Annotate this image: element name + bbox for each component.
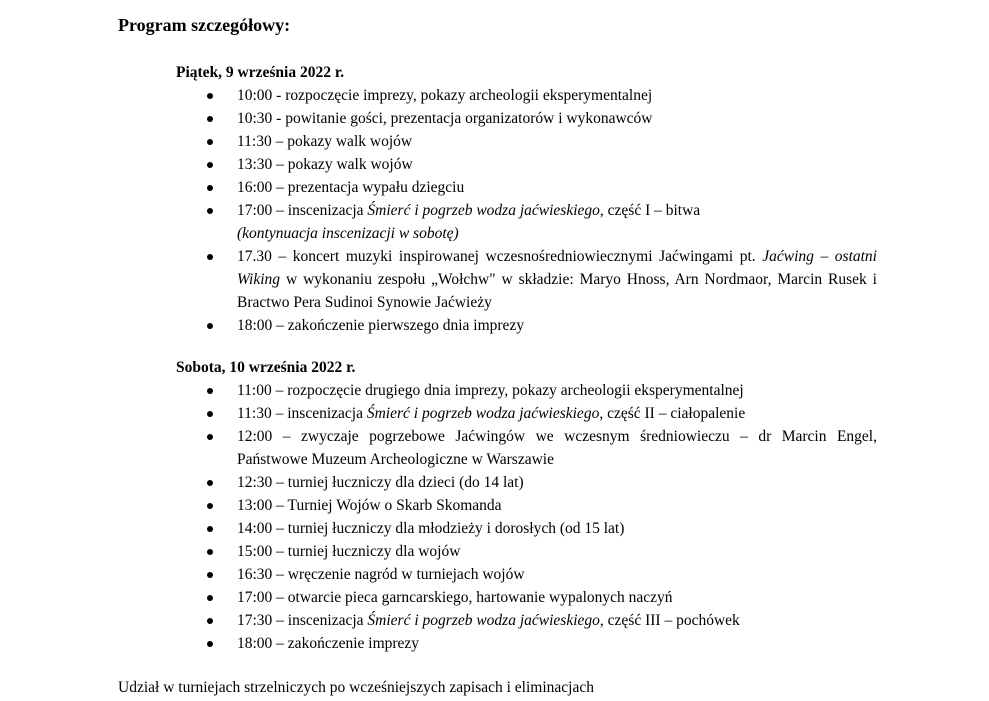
footer-note: Udział w turniejach strzelniczych po wcześniejszych zapisach i eliminacjach xyxy=(118,679,594,696)
bullet-icon xyxy=(207,526,213,532)
list-item: 11:30 – inscenizacja Śmierć i pogrzeb wodza jaćwieskiego, część II – ciałopalenie xyxy=(0,402,877,425)
list-item: 14:00 – turniej łuczniczy dla młodzieży i dorosłych (od 15 lat) xyxy=(0,517,877,540)
list-item: 12:30 – turniej łuczniczy dla dzieci (do 14 lat) xyxy=(0,471,877,494)
event-title: Śmierć i pogrzeb wodza jaćwieskiego xyxy=(366,405,600,422)
bullet-icon xyxy=(207,549,213,555)
list-item: 18:00 – zakończenie imprezy xyxy=(0,632,877,655)
bullet-icon xyxy=(207,434,213,440)
bullet-icon xyxy=(207,208,213,214)
list-item: 17:00 – inscenizacja Śmierć i pogrzeb wodza jaćwieskiego, część I – bitwa (kontynuacja inscenizacji w sobotę) xyxy=(0,199,877,245)
list-item: 10:30 - powitanie gości, prezentacja organizatorów i wykonawców xyxy=(0,107,877,130)
bullet-icon xyxy=(207,185,213,191)
event-title: Jaćwing – ostatni Wiking xyxy=(237,248,877,288)
list-item: 13:00 – Turniej Wojów o Skarb Skomanda xyxy=(0,494,877,517)
bullet-icon xyxy=(207,572,213,578)
item-note: (kontynuacja inscenizacji w sobotę) xyxy=(237,225,459,242)
day-heading-friday: Piątek, 9 września 2022 r. xyxy=(176,64,345,81)
bullet-icon xyxy=(207,139,213,145)
list-item: 18:00 – zakończenie pierwszego dnia imprezy xyxy=(0,314,877,337)
bullet-icon xyxy=(207,411,213,417)
bullet-icon xyxy=(207,503,213,509)
bullet-icon xyxy=(207,618,213,624)
list-item: 17:00 – otwarcie pieca garncarskiego, hartowanie wypalonych naczyń xyxy=(0,586,877,609)
bullet-icon xyxy=(207,595,213,601)
bullet-icon xyxy=(207,480,213,486)
bullet-icon xyxy=(207,388,213,394)
bullet-icon xyxy=(207,93,213,99)
bullet-icon xyxy=(207,162,213,168)
list-item: 13:30 – pokazy walk wojów xyxy=(0,153,877,176)
day-heading-saturday: Sobota, 10 września 2022 r. xyxy=(176,359,356,376)
list-item: 15:00 – turniej łuczniczy dla wojów xyxy=(0,540,877,563)
event-title: Śmierć i pogrzeb wodza jaćwieskiego xyxy=(367,202,600,219)
list-item: 11:30 – pokazy walk wojów xyxy=(0,130,877,153)
bullet-icon xyxy=(207,116,213,122)
page-title: Program szczegółowy: xyxy=(118,15,291,35)
list-item: 17.30 – koncert muzyki inspirowanej wczesnośredniowiecznymi Jaćwingami pt. Jaćwing – ostatni Wiking w wykonaniu zespołu „Wołchw" w składzie: Maryo Hnoss, Arn Nordmaor, Marcin Rusek i Bractwo Pera Sudinoi Synowie Jaćwieży xyxy=(0,245,877,314)
list-item: 12:00 – zwyczaje pogrzebowe Jaćwingów we wczesnym średniowieczu – dr Marcin Engel, Państwowe Muzeum Archeologiczne w Warszawie xyxy=(0,425,877,471)
bullet-icon xyxy=(207,641,213,647)
saturday-schedule-list xyxy=(0,379,877,655)
friday-schedule-list xyxy=(0,84,877,337)
list-item: 16:30 – wręczenie nagród w turniejach wojów xyxy=(0,563,877,586)
list-item: 11:00 – rozpoczęcie drugiego dnia imprezy, pokazy archeologii eksperymentalnej xyxy=(0,379,877,402)
event-title: Śmierć i pogrzeb wodza jaćwieskiego xyxy=(367,612,600,629)
list-item: 16:00 – prezentacja wypału dziegciu xyxy=(0,176,877,199)
list-item: 10:00 - rozpoczęcie imprezy, pokazy archeologii eksperymentalnej xyxy=(0,84,877,107)
list-item: 17:30 – inscenizacja Śmierć i pogrzeb wodza jaćwieskiego, część III – pochówek xyxy=(0,609,877,632)
bullet-icon xyxy=(207,323,213,329)
bullet-icon xyxy=(207,254,213,260)
